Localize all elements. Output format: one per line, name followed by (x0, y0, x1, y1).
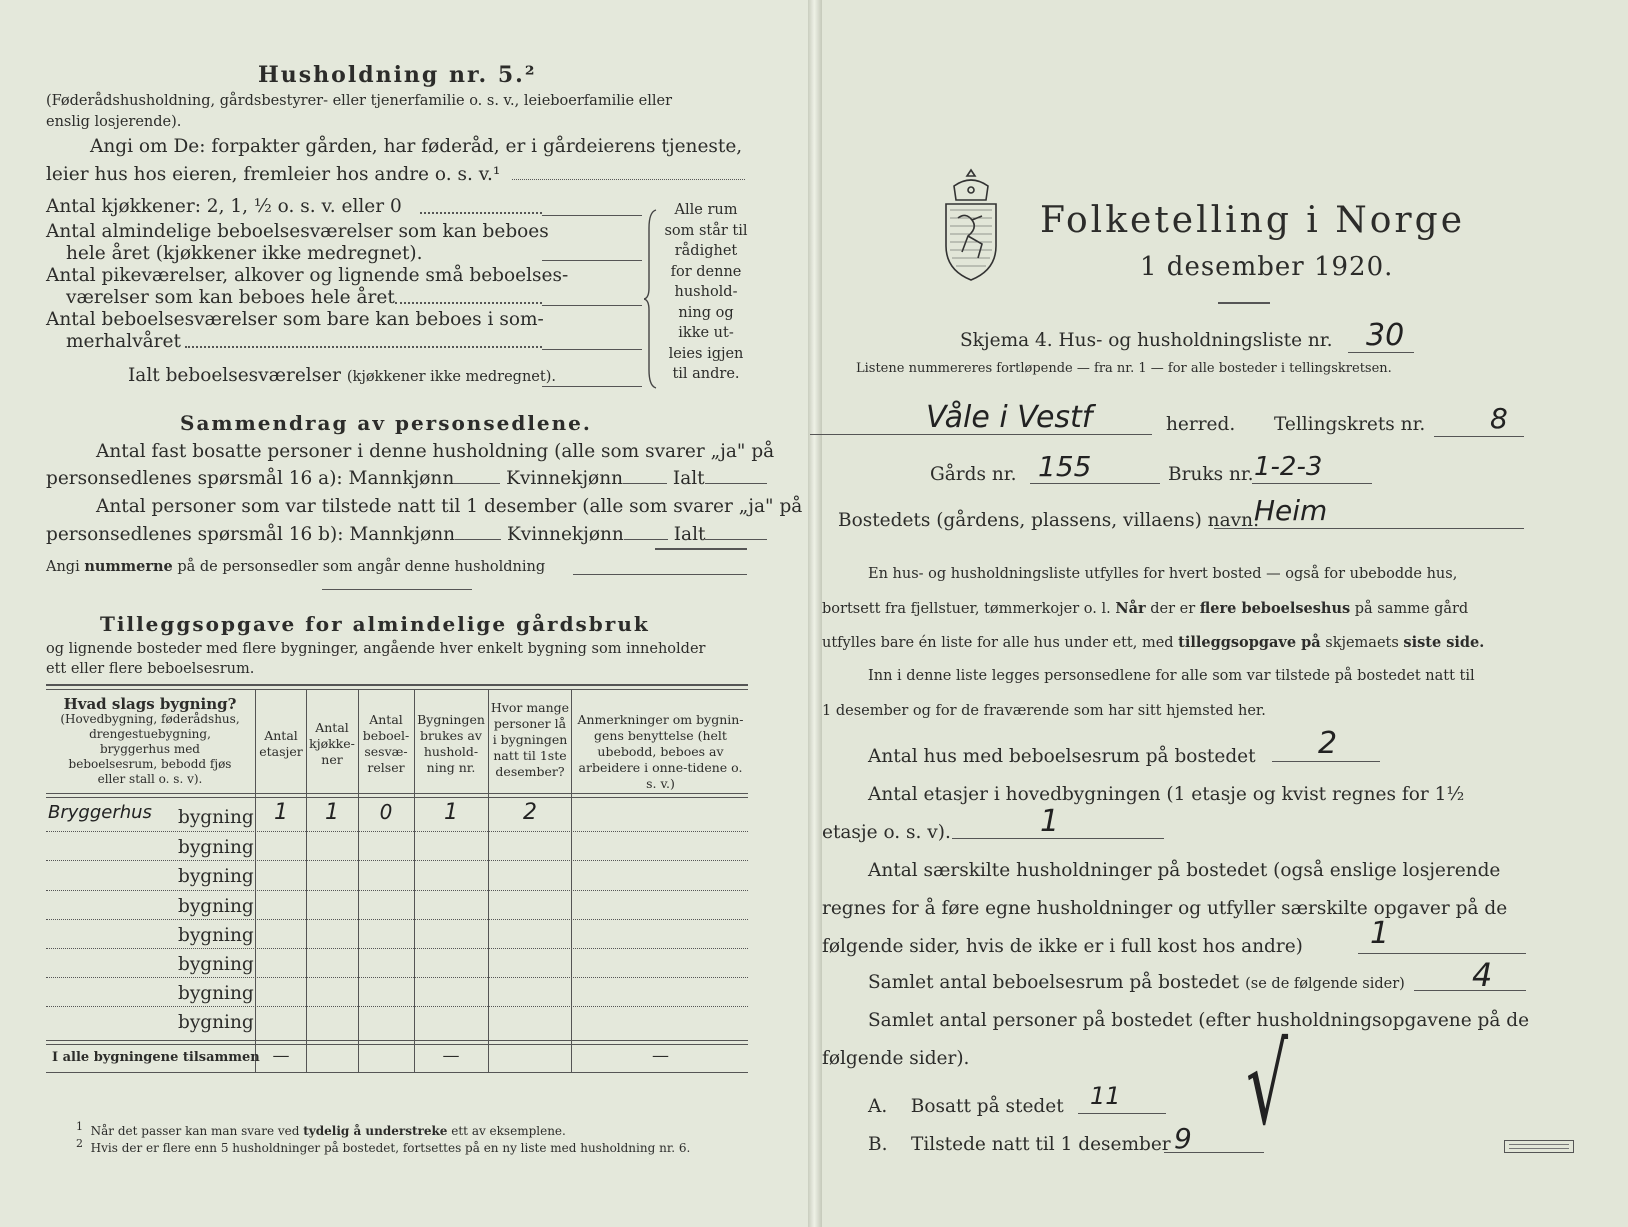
present-value: 9 (1174, 1122, 1192, 1155)
row-1-name: Bryggerhus (48, 802, 152, 823)
households-value: 1 (1370, 916, 1390, 951)
summary-present-label-2: personsedlenes spørsmål 16 b): Mannkjønn Kvinnekjønn Ialt (46, 524, 767, 545)
bruks-value: 1-2-3 (1254, 452, 1323, 482)
total-household: — (442, 1046, 460, 1066)
row-1-floors: 1 (274, 800, 288, 825)
row-suffix: bygning (178, 983, 254, 1004)
addendum-note: og lignende bosteder med flere bygninger, angående hver enkelt bygning som inneholder (46, 641, 706, 657)
row-suffix: bygning (178, 896, 254, 917)
gards-label: Gårds nr. (930, 464, 1017, 485)
kitchens-label: Antal kjøkkener: 2, 1, ½ o. s. v. eller 0 (46, 196, 402, 217)
left-page (0, 0, 808, 1227)
krets-value: 8 (1490, 402, 1508, 435)
schema-label: Skjema 4. Hus- og husholdningsliste nr. (960, 330, 1333, 351)
row-suffix: bygning (178, 925, 254, 946)
total-floors: — (272, 1046, 290, 1066)
household-title: Husholdning nr. 5.² (258, 62, 537, 88)
question-occupancy-2: leier hus hos eieren, fremleier hos andre o. s. v.¹ (46, 164, 501, 185)
book-spine (808, 0, 822, 1227)
header-rooms: Antal beboel-sesvæ-relser (362, 712, 410, 775)
listing-note: Listene nummereres fortløpende — fra nr. 1 — for alle bosteder i tellingskretsen. (856, 361, 1392, 376)
header-kitchens: Antal kjøkke-ner (309, 720, 355, 767)
total-remarks: — (652, 1046, 669, 1066)
household-note: (Føderådshusholdning, gårdsbestyrer- eller tjenerfamilie o. s. v., leieboerfamilie eller (46, 93, 673, 109)
addendum-title: Tilleggsopgave for almindelige gårdsbruk (100, 612, 650, 636)
rooms-summer-label: Antal beboelsesværelser som bare kan beboes i som- (46, 309, 544, 330)
resident-label: A. Bosatt på stedet (868, 1096, 1064, 1117)
right-page (822, 0, 1628, 1227)
coat-of-arms-icon (938, 166, 1004, 284)
row-suffix: bygning (178, 837, 254, 858)
houses-question: Antal hus med beboelsesrum på bostedet (868, 746, 1256, 767)
instruction-3: utfylles bare én liste for alle hus under ett, med tilleggsopgave på skjemaets siste side. (822, 634, 1485, 651)
header-floors: Antal etasjer (259, 728, 303, 759)
rooms-ordinary-label-2: hele året (kjøkkener ikke medregnet). (66, 243, 423, 264)
rooms-value: 4 (1472, 956, 1493, 994)
households-question-2: regnes for å føre egne husholdninger og utfyller særskilte opgaver på de (822, 898, 1508, 919)
floors-value: 1 (1040, 804, 1060, 839)
footnote-2: $^2$ Hvis der er flere enn 5 husholdninger på bostedet, fortsettes på en ny liste med husholdning nr. 6. (76, 1137, 691, 1155)
printer-stamp (1504, 1140, 1574, 1153)
footnote-1: $^1$ Når det passer kan man svare ved tydelig å understreke ett av eksemplene. (76, 1120, 566, 1138)
persons-question: Samlet antal personer på bostedet (efter husholdningsopgavene på de (868, 1010, 1530, 1031)
floors-question-2: etasje o. s. v). (822, 822, 951, 843)
present-label: B. Tilstede natt til 1 desember (868, 1134, 1171, 1155)
houses-value: 2 (1318, 726, 1338, 761)
summary-title: Sammendrag av personsedlene. (180, 411, 592, 435)
instruction-4: Inn i denne liste legges personsedlene for alle som var tilstede på bostedet natt til (868, 668, 1475, 684)
row-suffix: bygning (178, 1012, 254, 1033)
households-question: Antal særskilte husholdninger på bostedet (også enslige losjerende (868, 860, 1501, 881)
herred-label: herred. (1166, 414, 1236, 435)
summary-present-label: Antal personer som var tilstede natt til 1 desember (alle som svarer „ja" på (96, 496, 803, 517)
numbers-line: Angi nummerne på de personsedler som angår denne husholdning (46, 558, 546, 575)
households-question-3: følgende sider, hvis de ikke er i full kost hos andre) (822, 936, 1303, 957)
row-1-rooms: 0 (379, 800, 393, 824)
bruks-label: Bruks nr. (1168, 464, 1254, 485)
summary-resident-label-2: personsedlenes spørsmål 16 a): Mannkjønn Kvinnekjønn Ialt (46, 468, 767, 489)
row-suffix: bygning (178, 954, 254, 975)
addendum-note-2: ett eller flere beboelsesrum. (46, 661, 255, 677)
row-1-kitchens: 1 (325, 800, 339, 825)
header-used-by: Bygningen brukes av hushold-ning nr. (417, 712, 485, 775)
census-title: Folketelling i Norge (1040, 200, 1465, 241)
rooms-total-label: Ialt beboelsesværelser (kjøkkener ikke medregnet). (128, 365, 556, 386)
check-mark: √ (1246, 1021, 1289, 1149)
gards-value: 155 (1038, 450, 1092, 483)
household-note-2: enslig losjerende). (46, 114, 182, 130)
bosted-value: Heim (1254, 494, 1328, 527)
instruction-2: bortsett fra fjellstuer, tømmerkojer o. l. Når der er flere beboelseshus på samme gård (822, 600, 1469, 617)
row-suffix: bygning (178, 807, 254, 828)
row-suffix: bygning (178, 866, 254, 887)
rooms-summer-label-2: merhalvåret (66, 331, 181, 352)
brace-icon (644, 208, 662, 390)
resident-value: 11 (1090, 1082, 1121, 1110)
total-row-label: I alle bygningene tilsammen (52, 1050, 260, 1065)
rooms-small-label-2: værelser som kan beboes hele året (66, 287, 395, 308)
header-building: Hvad slags bygning? (Hovedbygning, føderådshus, drengestuebygning, bryggerhus med beboelsesrum, bebodd fjøs eller stall o. s. v). (60, 695, 240, 786)
herred-value: Våle i Vestf (926, 400, 1093, 435)
bosted-label: Bostedets (gårdens, plassens, villaens) navn: (838, 510, 1260, 531)
persons-question-2: følgende sider). (822, 1048, 970, 1069)
schema-number: 30 (1366, 318, 1405, 353)
header-persons: Hvor mange personer lå i bygningen natt til 1ste desember? (490, 700, 570, 779)
floors-question: Antal etasjer i hovedbygningen (1 etasje og kvist regnes for 1½ (868, 784, 1465, 805)
rooms-question: Samlet antal beboelsesrum på bostedet (se de følgende sider) (868, 972, 1405, 993)
census-date: 1 desember 1920. (1140, 252, 1394, 282)
krets-label: Tellingskrets nr. (1274, 414, 1426, 435)
rooms-ordinary-label: Antal almindelige beboelsesværelser som kan beboes (46, 221, 549, 242)
row-1-household: 1 (444, 800, 458, 825)
instruction-5: 1 desember og for de fraværende som har sitt hjemsted her. (822, 703, 1266, 719)
header-remarks: Anmerkninger om bygnin-gens benyttelse (helt ubebodd, beboes av arbeidere i onne-tidene o. s. v.) (577, 712, 744, 791)
side-note: Alle rum som står til rådighet for denne hushold- ning og ikke ut- leies igjen til andre. (664, 202, 748, 382)
question-occupancy: Angi om De: forpakter gården, har føderåd, er i gårdeierens tjeneste, (90, 136, 743, 157)
summary-resident-label: Antal fast bosatte personer i denne husholdning (alle som svarer „ja" på (96, 441, 775, 462)
row-1-persons: 2 (523, 800, 537, 825)
instruction-1: En hus- og husholdningsliste utfylles for hvert bosted — også for ubebodde hus, (868, 566, 1458, 582)
rooms-small-label: Antal pikeværelser, alkover og lignende små beboelses- (46, 265, 569, 286)
